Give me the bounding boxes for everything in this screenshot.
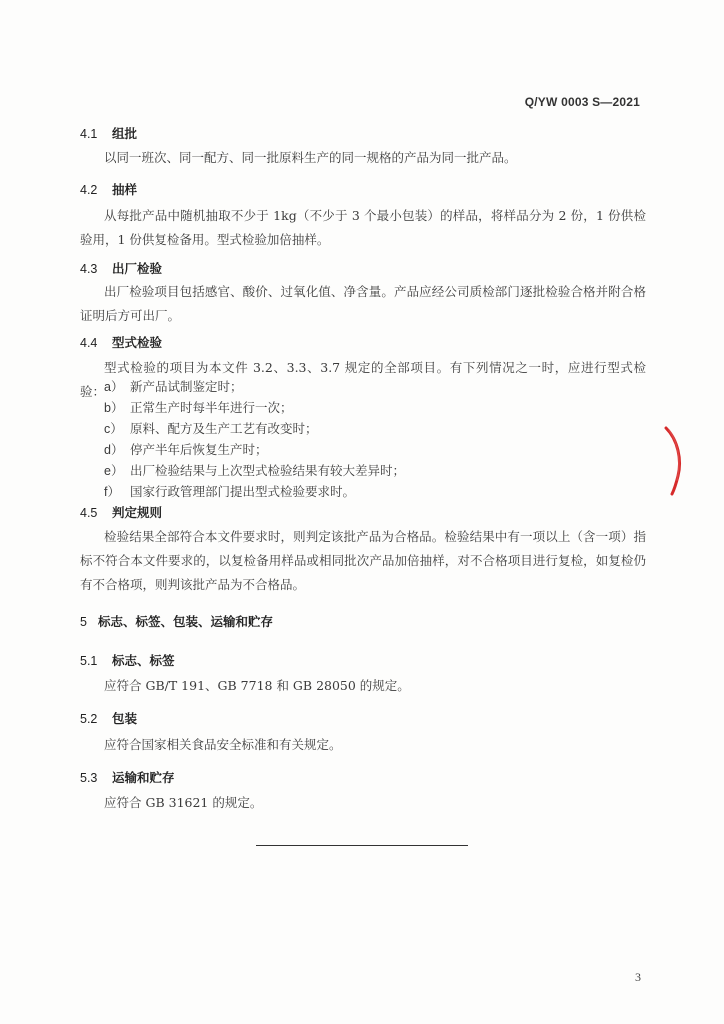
section-4-2-body: 从每批产品中随机抽取不少于 1kg（不少于 3 个最小包装）的样品，将样品分为 2 份，1 份供检验用，1 份供复检备用。型式检验加倍抽样。 bbox=[80, 208, 646, 247]
section-5-2-heading bbox=[80, 709, 137, 727]
list-marker: a） bbox=[104, 380, 124, 394]
list-text: 国家行政管理部门提出型式检验要求时。 bbox=[130, 484, 356, 499]
list-marker: f） bbox=[104, 485, 120, 499]
list-text: 原料、配方及生产工艺有改变时； bbox=[130, 421, 318, 436]
list-text: 停产半年后恢复生产时； bbox=[130, 442, 268, 457]
list-text: 正常生产时每半年进行一次； bbox=[130, 400, 293, 415]
list-text: 新产品试制鉴定时； bbox=[130, 379, 243, 394]
chapter-number: 5 bbox=[80, 615, 87, 629]
section-number: 5.2 bbox=[80, 712, 98, 726]
list-marker: b） bbox=[104, 401, 124, 415]
section-4-1-heading bbox=[80, 124, 137, 142]
section-title: 出厂检验 bbox=[112, 261, 163, 276]
list-marker: e） bbox=[104, 464, 124, 478]
section-4-4-body: 型式检验的项目为本文件 3.2、3.3、3.7 规定的全部项目。有下列情况之一时，应进行型式检验： bbox=[80, 360, 646, 399]
list-item bbox=[104, 419, 318, 439]
seal-edge-mark bbox=[662, 426, 684, 496]
section-title: 组批 bbox=[112, 126, 138, 141]
section-number: 4.2 bbox=[80, 183, 98, 197]
section-number: 4.3 bbox=[80, 262, 98, 276]
section-number: 4.5 bbox=[80, 506, 98, 520]
list-item bbox=[104, 482, 355, 502]
section-5-1-body: 应符合 GB/T 191、GB 7718 和 GB 28050 的规定。 bbox=[104, 678, 410, 693]
list-item bbox=[104, 461, 405, 481]
section-title: 判定规则 bbox=[112, 505, 163, 520]
section-number: 4.4 bbox=[80, 336, 98, 350]
section-5-2-body: 应符合国家相关食品安全标准和有关规定。 bbox=[104, 737, 342, 752]
standard-code-header bbox=[525, 95, 640, 109]
section-number: 4.1 bbox=[80, 127, 98, 141]
end-of-document-rule bbox=[256, 845, 468, 846]
section-number: 5.1 bbox=[80, 654, 98, 668]
section-title: 包装 bbox=[112, 711, 138, 726]
section-4-4-heading bbox=[80, 333, 162, 351]
section-4-1-body: 以同一班次、同一配方、同一批原料生产的同一规格的产品为同一批产品。 bbox=[104, 150, 517, 165]
page-number: 3 bbox=[635, 970, 641, 984]
list-item bbox=[104, 398, 293, 418]
standard-code: Q/YW 0003 S—2021 bbox=[524, 95, 640, 109]
section-title: 抽样 bbox=[112, 182, 138, 197]
section-4-5-heading bbox=[80, 503, 162, 521]
section-5-3-heading bbox=[80, 768, 175, 786]
section-4-3-heading bbox=[80, 259, 162, 277]
section-title: 型式检验 bbox=[112, 335, 163, 350]
chapter-title: 标志、标签、包装、运输和贮存 bbox=[98, 614, 274, 629]
section-5-1-heading bbox=[80, 651, 175, 669]
section-4-5-body: 检验结果全部符合本文件要求时，则判定该批产品为合格品。检验结果中有一项以上（含一项）指标不符合本文件要求的，以复检备用样品或相同批次产品加倍抽样，对不合格项目进行复检，如复检仍有不合格项，则判该批产品为不合格品。 bbox=[80, 529, 646, 592]
section-5-3-body: 应符合 GB 31621 的规定。 bbox=[104, 795, 263, 810]
section-title: 标志、标签 bbox=[112, 653, 175, 668]
list-marker: d） bbox=[104, 443, 124, 457]
list-marker: c） bbox=[104, 422, 123, 436]
chapter-5-heading bbox=[80, 612, 273, 630]
section-4-2-heading bbox=[80, 180, 137, 198]
list-item bbox=[104, 440, 268, 460]
section-title: 运输和贮存 bbox=[112, 770, 175, 785]
section-4-3-body: 出厂检验项目包括感官、酸价、过氧化值、净含量。产品应经公司质检部门逐批检验合格并附合格证明后方可出厂。 bbox=[80, 284, 646, 323]
section-number: 5.3 bbox=[80, 771, 98, 785]
list-text: 出厂检验结果与上次型式检验结果有较大差异时； bbox=[130, 463, 406, 478]
list-item bbox=[104, 377, 243, 397]
